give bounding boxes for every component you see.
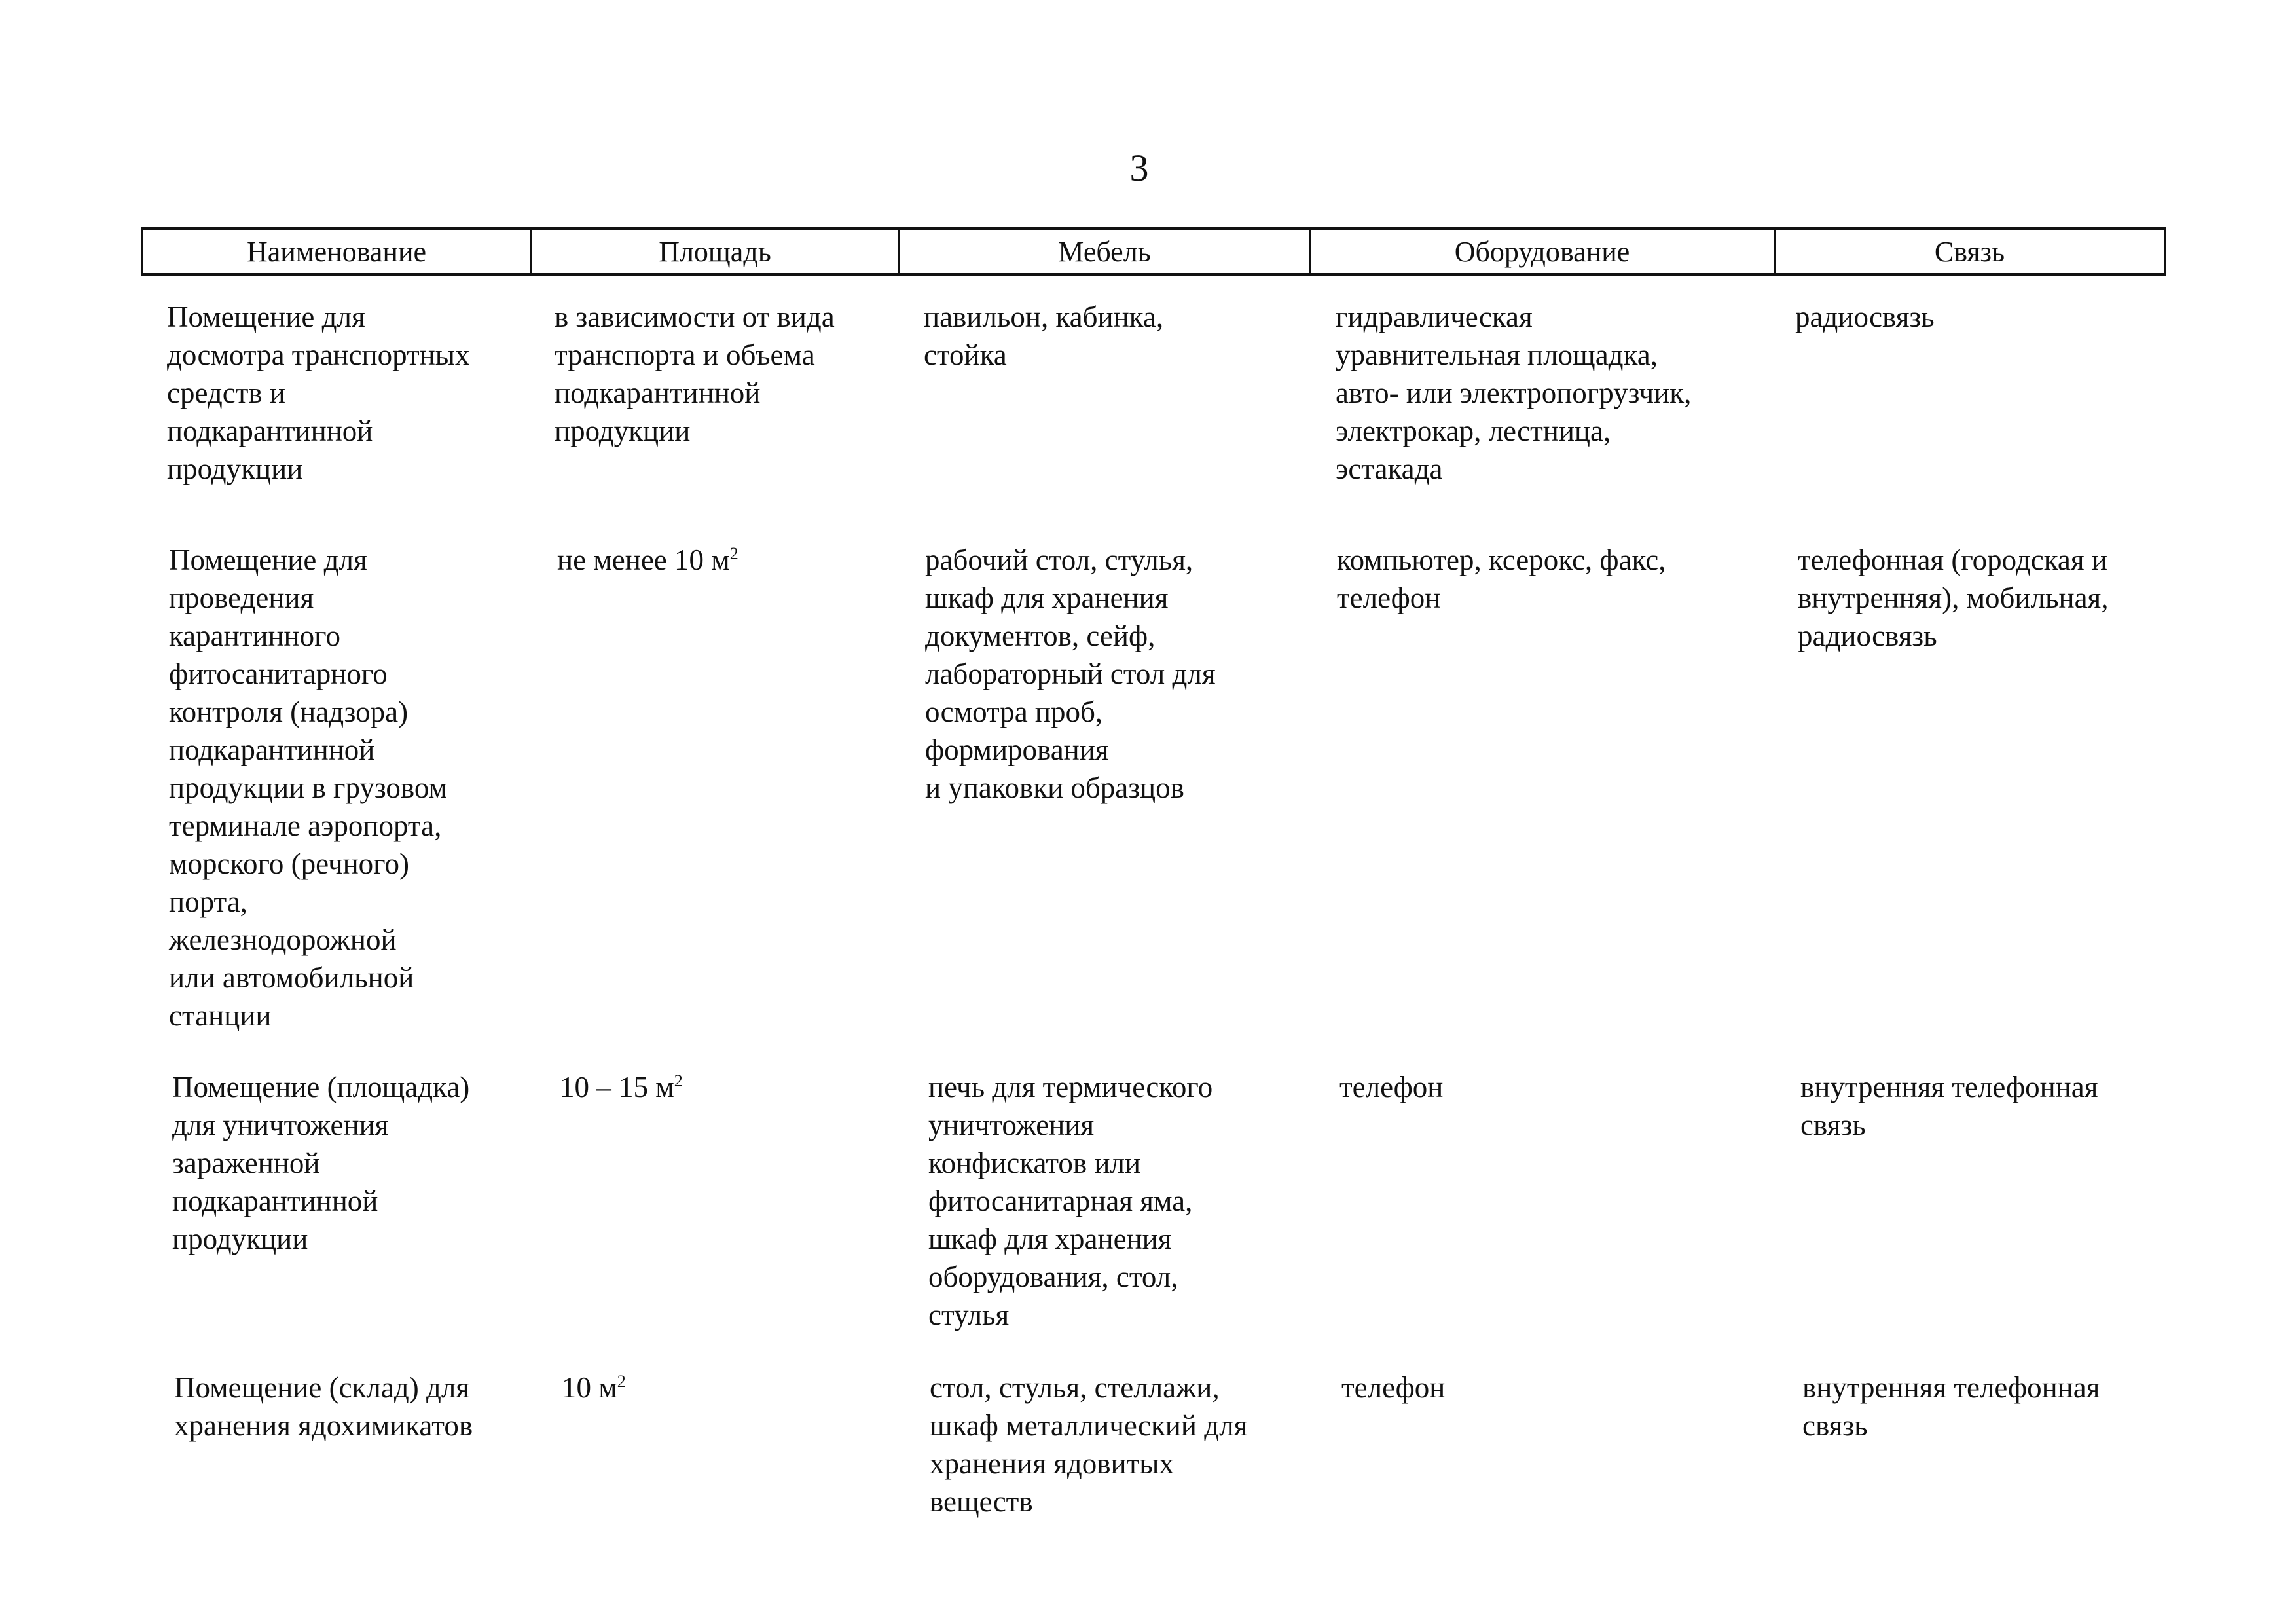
- column-header-name: Наименование: [246, 235, 427, 268]
- column-header-communication: Связь: [1774, 230, 2164, 273]
- room-name-cell: Помещение для досмотра транспортных средств и подкарантинной продукции: [167, 301, 470, 485]
- area-cell: в зависимости от вида транспорта и объема подкарантинной продукции: [555, 301, 835, 447]
- communication-cell: внутренняя телефонная связь: [1802, 1371, 2100, 1442]
- area-cell: 10 $м^2$: [562, 1371, 626, 1404]
- column-header-furniture: Мебель: [898, 230, 1309, 273]
- room-name-cell: Помещение (склад) для хранения ядохимикатов: [174, 1371, 473, 1442]
- table-header-row: [141, 227, 2166, 276]
- furniture-cell: рабочий стол, стулья, шкаф для хранения документов, сейф, лабораторный стол для осмотра проб, формирования и упаковки образцов: [925, 544, 1216, 804]
- communication-cell: радиосвязь: [1795, 301, 1935, 333]
- page-number: 3: [1129, 147, 1149, 189]
- equipment-cell: телефон: [1341, 1371, 1446, 1404]
- equipment-cell: компьютер, ксерокс, факс, телефон: [1337, 544, 1666, 614]
- column-header-equipment: Оборудование: [1309, 230, 1774, 273]
- communication-cell: внутренняя телефонная связь: [1800, 1071, 2098, 1141]
- communication-cell: телефонная (городская и внутренняя), мобильная, радиосвязь: [1798, 544, 2109, 652]
- room-name-cell: Помещение для проведения карантинного фитосанитарного контроля (надзора) подкарантинной продукции в грузовом терминале аэропорта, морского (речного) порта, железнодорожной или автомобильной станции: [169, 544, 447, 1032]
- area-cell: не менее 10 $м^2$: [557, 544, 738, 576]
- room-name-cell: Помещение (площадка) для уничтожения зараженной подкарантинной продукции: [172, 1071, 470, 1255]
- furniture-cell: павильон, кабинка, стойка: [924, 301, 1164, 371]
- furniture-cell: стол, стулья, стеллажи, шкаф металлический для хранения ядовитых веществ: [930, 1371, 1248, 1518]
- area-cell: 10 – 15 $м^2$: [560, 1071, 683, 1103]
- column-header-area: Площадь: [530, 230, 898, 273]
- equipment-cell: гидравлическая уравнительная площадка, авто- или электропогрузчик, электрокар, лестница, эстакада: [1336, 301, 1692, 485]
- furniture-cell: печь для термического уничтожения конфискатов или фитосанитарная яма, шкаф для хранения оборудования, стол, стулья: [928, 1071, 1213, 1331]
- equipment-cell: телефон: [1339, 1071, 1444, 1103]
